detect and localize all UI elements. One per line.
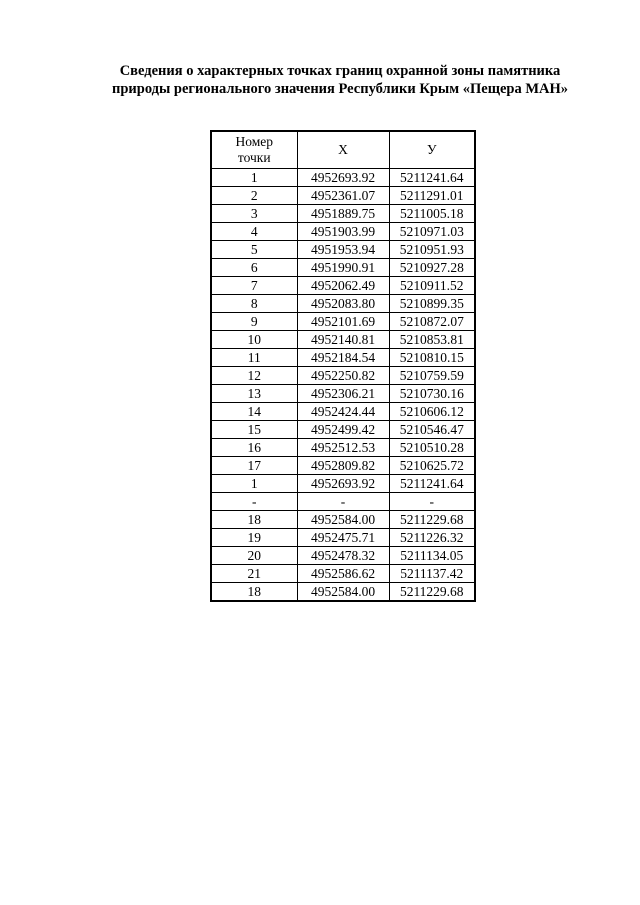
header-point-line-2: точки (237, 150, 271, 165)
cell-x: 4952693.92 (297, 169, 389, 187)
cell-point-number: 18 (211, 583, 297, 602)
cell-y: 5211229.68 (389, 583, 475, 602)
cell-x: 4951889.75 (297, 205, 389, 223)
cell-x: 4952250.82 (297, 367, 389, 385)
cell-x: 4952101.69 (297, 313, 389, 331)
cell-y: 5211134.05 (389, 547, 475, 565)
cell-y: 5211005.18 (389, 205, 475, 223)
cell-x: 4952584.00 (297, 583, 389, 602)
cell-y: 5210510.28 (389, 439, 475, 457)
header-point-line-1: Номер (235, 134, 274, 149)
cell-point-number: 4 (211, 223, 297, 241)
cell-x: 4952809.82 (297, 457, 389, 475)
cell-point-number: 18 (211, 511, 297, 529)
cell-x: 4952184.54 (297, 349, 389, 367)
table-row (211, 187, 475, 205)
cell-y: 5210546.47 (389, 421, 475, 439)
table-row (211, 457, 475, 475)
cell-x: 4952062.49 (297, 277, 389, 295)
table-header-row (211, 131, 475, 169)
cell-point-number: 19 (211, 529, 297, 547)
cell-y: 5210730.16 (389, 385, 475, 403)
cell-x: 4952499.42 (297, 421, 389, 439)
table-row (211, 169, 475, 187)
table-row (211, 259, 475, 277)
cell-point-number: 7 (211, 277, 297, 295)
cell-point-number: 12 (211, 367, 297, 385)
cell-point-number: 9 (211, 313, 297, 331)
table-row (211, 583, 475, 602)
table-row (211, 331, 475, 349)
table-row (211, 529, 475, 547)
table-row (211, 349, 475, 367)
table-row (211, 565, 475, 583)
cell-y: 5210899.35 (389, 295, 475, 313)
table-row (211, 493, 475, 511)
cell-y: 5211241.64 (389, 475, 475, 493)
cell-x: 4952693.92 (297, 475, 389, 493)
cell-y: 5210759.59 (389, 367, 475, 385)
table-row (211, 547, 475, 565)
cell-point-number: 1 (211, 169, 297, 187)
cell-x: 4952584.00 (297, 511, 389, 529)
cell-point-number: 8 (211, 295, 297, 313)
cell-y: 5211291.01 (389, 187, 475, 205)
header-point-number (211, 131, 297, 169)
cell-y: 5210872.07 (389, 313, 475, 331)
cell-y: 5210606.12 (389, 403, 475, 421)
cell-y: 5211241.64 (389, 169, 475, 187)
cell-point-number: 5 (211, 241, 297, 259)
cell-point-number: 14 (211, 403, 297, 421)
cell-x: 4951990.91 (297, 259, 389, 277)
cell-x: 4952478.32 (297, 547, 389, 565)
cell-y: - (389, 493, 475, 511)
table-row (211, 421, 475, 439)
cell-x: 4952140.81 (297, 331, 389, 349)
cell-point-number: 2 (211, 187, 297, 205)
cell-x: 4952306.21 (297, 385, 389, 403)
title-line-2: природы регионального значения Республики Крым «Пещера МАН» (111, 81, 569, 97)
cell-y: 5210810.15 (389, 349, 475, 367)
cell-point-number: 15 (211, 421, 297, 439)
cell-x: 4952424.44 (297, 403, 389, 421)
cell-point-number: - (211, 493, 297, 511)
cell-x: 4951903.99 (297, 223, 389, 241)
cell-y: 5210951.93 (389, 241, 475, 259)
table-row (211, 475, 475, 493)
cell-point-number: 10 (211, 331, 297, 349)
table-body (211, 169, 475, 602)
table-row (211, 367, 475, 385)
cell-x: 4952586.62 (297, 565, 389, 583)
cell-y: 5210971.03 (389, 223, 475, 241)
cell-y: 5210911.52 (389, 277, 475, 295)
cell-point-number: 3 (211, 205, 297, 223)
table-row (211, 277, 475, 295)
table-row (211, 403, 475, 421)
cell-y: 5210625.72 (389, 457, 475, 475)
table-row (211, 439, 475, 457)
cell-point-number: 21 (211, 565, 297, 583)
cell-x: 4952083.80 (297, 295, 389, 313)
cell-x: 4952475.71 (297, 529, 389, 547)
table-row (211, 223, 475, 241)
cell-point-number: 1 (211, 475, 297, 493)
table-row (211, 295, 475, 313)
header-x: X (297, 131, 389, 169)
table-row (211, 313, 475, 331)
cell-point-number: 16 (211, 439, 297, 457)
cell-y: 5211229.68 (389, 511, 475, 529)
cell-point-number: 6 (211, 259, 297, 277)
table-row (211, 241, 475, 259)
cell-y: 5211226.32 (389, 529, 475, 547)
cell-point-number: 17 (211, 457, 297, 475)
document-title (60, 62, 620, 98)
table-row (211, 385, 475, 403)
cell-x: - (297, 493, 389, 511)
cell-y: 5210853.81 (389, 331, 475, 349)
cell-x: 4952361.07 (297, 187, 389, 205)
cell-point-number: 13 (211, 385, 297, 403)
cell-x: 4951953.94 (297, 241, 389, 259)
coordinates-table (210, 130, 476, 602)
table-row (211, 511, 475, 529)
cell-x: 4952512.53 (297, 439, 389, 457)
title-line-1: Сведения о характерных точках границ охранной зоны памятника (119, 63, 561, 79)
cell-y: 5210927.28 (389, 259, 475, 277)
table-row (211, 205, 475, 223)
header-y: У (389, 131, 475, 169)
cell-y: 5211137.42 (389, 565, 475, 583)
cell-point-number: 20 (211, 547, 297, 565)
cell-point-number: 11 (211, 349, 297, 367)
